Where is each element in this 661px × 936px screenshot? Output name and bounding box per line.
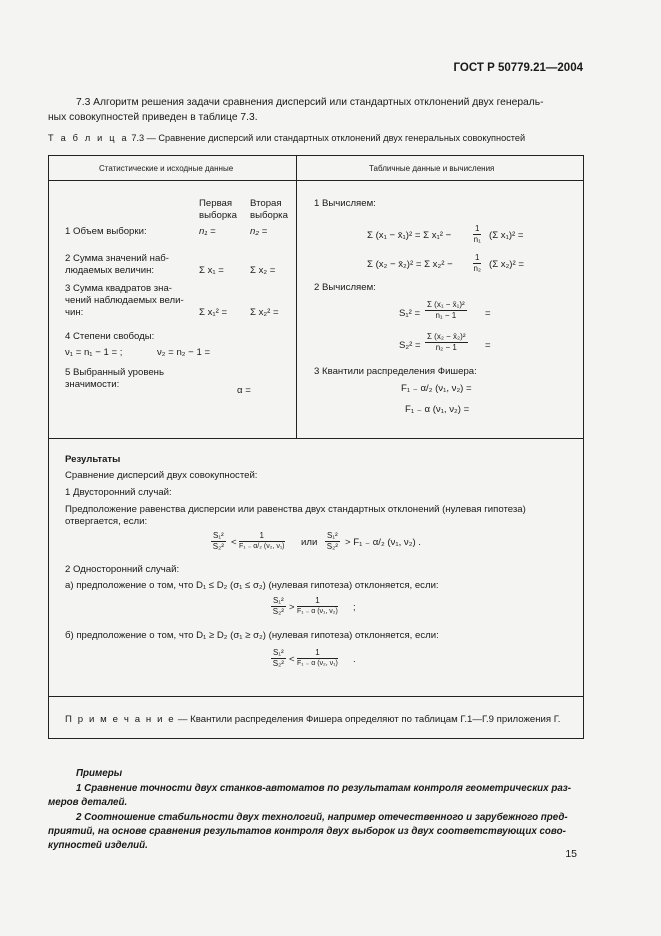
eq2-left: Σ (x₂ − x̄₂)² = Σ x₂² − <box>367 259 453 270</box>
item-dof: 4 Степени свободы: <box>65 331 155 342</box>
case-two-sided: 1 Двусторонний случай: <box>65 487 172 498</box>
intro-line-2: ных совокупностей приведен в таблице 7.3. <box>48 112 258 123</box>
case-two-sided-text-b: отвергается, если: <box>65 516 148 527</box>
s2-lhs: S₂² = <box>399 340 421 351</box>
col2-header-a: Вторая <box>250 198 282 209</box>
c2b-end: . <box>353 654 356 665</box>
s2-eq: = <box>485 340 491 351</box>
col1-header-a: Первая <box>199 198 233 209</box>
c2a-ratio: $\frac{\text{S₁²}}{\text{S₂²}}$ <box>272 596 284 616</box>
s1-lhs: S₁² = <box>399 308 421 319</box>
table-caption <box>48 133 525 143</box>
c2a-end: ; <box>353 602 356 613</box>
eq2-right: (Σ x₂)² = <box>489 259 524 270</box>
example-2-b: приятий, на основе сравнения результатов контроля двух выборок из двух соответствующих сово- <box>48 826 566 837</box>
step-1: 1 Вычисляем: <box>314 198 376 209</box>
sum-sq-x2: Σ x₂² = <box>250 307 279 318</box>
s1-eq: = <box>485 308 491 319</box>
table-note <box>65 714 560 726</box>
alpha-value: α = <box>237 385 251 396</box>
fisher-one-sided: F₁ ₋ α (ν₁, ν₂) = <box>405 404 470 415</box>
item-significance-a: 5 Выбранный уровень <box>65 367 164 378</box>
header-left: Статистические и исходные данные <box>99 164 234 173</box>
s2-fraction: $\frac{\text{Σ (x₂ − x̄₂)²}}{\text{n₂ − 1}}$ <box>427 332 466 352</box>
step-2: 2 Вычисляем: <box>314 282 376 293</box>
eq1-left: Σ (x₁ − x̄₁)² = Σ x₁² − <box>367 230 452 241</box>
c2b-ratio: $\frac{\text{S₁²}}{\text{S₂²}}$ <box>272 648 284 668</box>
c1-or: или <box>301 537 318 548</box>
c1-ratio-2: $\frac{\text{S₁²}}{\text{S₂²}}$ <box>326 531 338 551</box>
sum-sq-x1: Σ x₁² = <box>199 307 228 318</box>
item-squares-a: 3 Сумма квадратов зна- <box>65 283 173 294</box>
eq2-fraction: $\frac{1}{\text{n₂}}$ <box>473 253 481 273</box>
c1-ratio-1: $\frac{\text{S₁²}}{\text{S₂²}}$ <box>212 531 224 551</box>
document-code: ГОСТ Р 50779.21—2004 <box>453 62 583 74</box>
c2a-gt: > <box>289 602 295 613</box>
col1-header-b: выборка <box>199 210 237 221</box>
caption-label: Т а б л и ц а <box>48 133 129 143</box>
caption-text: 7.3 — Сравнение дисперсий или стандартных отклонений двух генеральных совокупностей <box>131 133 526 143</box>
c1-lt: < <box>231 537 237 548</box>
examples-title: Примеры <box>76 768 123 779</box>
page-number: 15 <box>565 848 577 860</box>
n2-value: n₂ = <box>250 226 268 237</box>
intro-line-1: 7.3 Алгоритм решения задачи сравнения дисперсий или стандартных отклонений двух генераль- <box>76 97 544 108</box>
example-2-a: 2 Соотношение стабильности двух технологий, например отечественного и зарубежного пред- <box>76 812 568 823</box>
eq1-fraction: $\frac{1}{\text{n₁}}$ <box>473 224 481 244</box>
note-label: П р и м е ч а н и е <box>65 714 176 725</box>
item-squares-b: чений наблюдаемых вели- <box>65 295 184 306</box>
case-two-sided-text-a: Предположение равенства дисперсии или равенства двух стандартных отклонений (нулевая гипотеза) <box>65 504 526 515</box>
c1-fisher-fraction: $\frac{1}{\text{F₁ ₋ α/₂ (ν₂, ν₁)}}$ <box>239 531 285 550</box>
col2-header-b: выборка <box>250 210 288 221</box>
eq1-right: (Σ x₁)² = <box>489 230 524 241</box>
item-significance-b: значимости: <box>65 379 120 390</box>
c2b-lt: < <box>289 654 295 665</box>
s1-fraction: $\frac{\text{Σ (x₁ − x̄₁)²}}{\text{n₁ − 1}}$ <box>427 300 465 320</box>
item-squares-c: чин: <box>65 307 84 318</box>
sum-x2: Σ x₂ = <box>250 265 276 276</box>
table-7-3 <box>48 155 584 739</box>
example-1-b: меров деталей. <box>48 797 128 808</box>
note-text: — Квантили распределения Фишера определяют по таблицам Г.1—Г.9 приложения Г. <box>177 714 561 725</box>
item-sample-size: 1 Объем выборки: <box>65 226 147 237</box>
c2b-fisher-fraction: $\frac{1}{\text{F₁ ₋ α (ν₂, ν₁)}}$ <box>297 648 338 667</box>
results-title: Результаты <box>65 454 121 465</box>
nu1-formula: ν₁ = n₁ − 1 = ; <box>65 347 123 358</box>
c1-gt: > F₁ ₋ α/₂ (ν₁, ν₂) . <box>345 537 421 548</box>
example-2-c: купностей изделий. <box>48 840 148 851</box>
nu2-formula: ν₂ = n₂ − 1 = <box>157 347 211 358</box>
case-one-sided-b: б) предположение о том, что D₁ ≥ D₂ (σ₁ ≥ σ₂) (нулевая гипотеза) отклоняется, если: <box>65 630 439 641</box>
results-subtitle: Сравнение дисперсий двух совокупностей: <box>65 470 258 481</box>
n1-value: n₁ = <box>199 226 216 237</box>
case-one-sided: 2 Односторонний случай: <box>65 564 180 575</box>
item-sum-b: людаемых величин: <box>65 265 155 276</box>
fisher-two-sided: F₁ ₋ α/₂ (ν₁, ν₂) = <box>401 383 472 394</box>
case-one-sided-a: а) предположение о том, что D₁ ≤ D₂ (σ₁ ≤ σ₂) (нулевая гипотеза) отклоняется, если: <box>65 580 439 591</box>
step-3: 3 Квантили распределения Фишера: <box>314 366 477 377</box>
sum-x1: Σ x₁ = <box>199 265 224 276</box>
c2a-fisher-fraction: $\frac{1}{\text{F₁ ₋ α (ν₁, ν₂)}}$ <box>297 596 338 615</box>
example-1-a: 1 Сравнение точности двух станков-автоматов по результатам контроля геометрических раз- <box>76 783 572 794</box>
header-right: Табличные данные и вычисления <box>369 164 495 173</box>
item-sum-a: 2 Сумма значений наб- <box>65 253 169 264</box>
